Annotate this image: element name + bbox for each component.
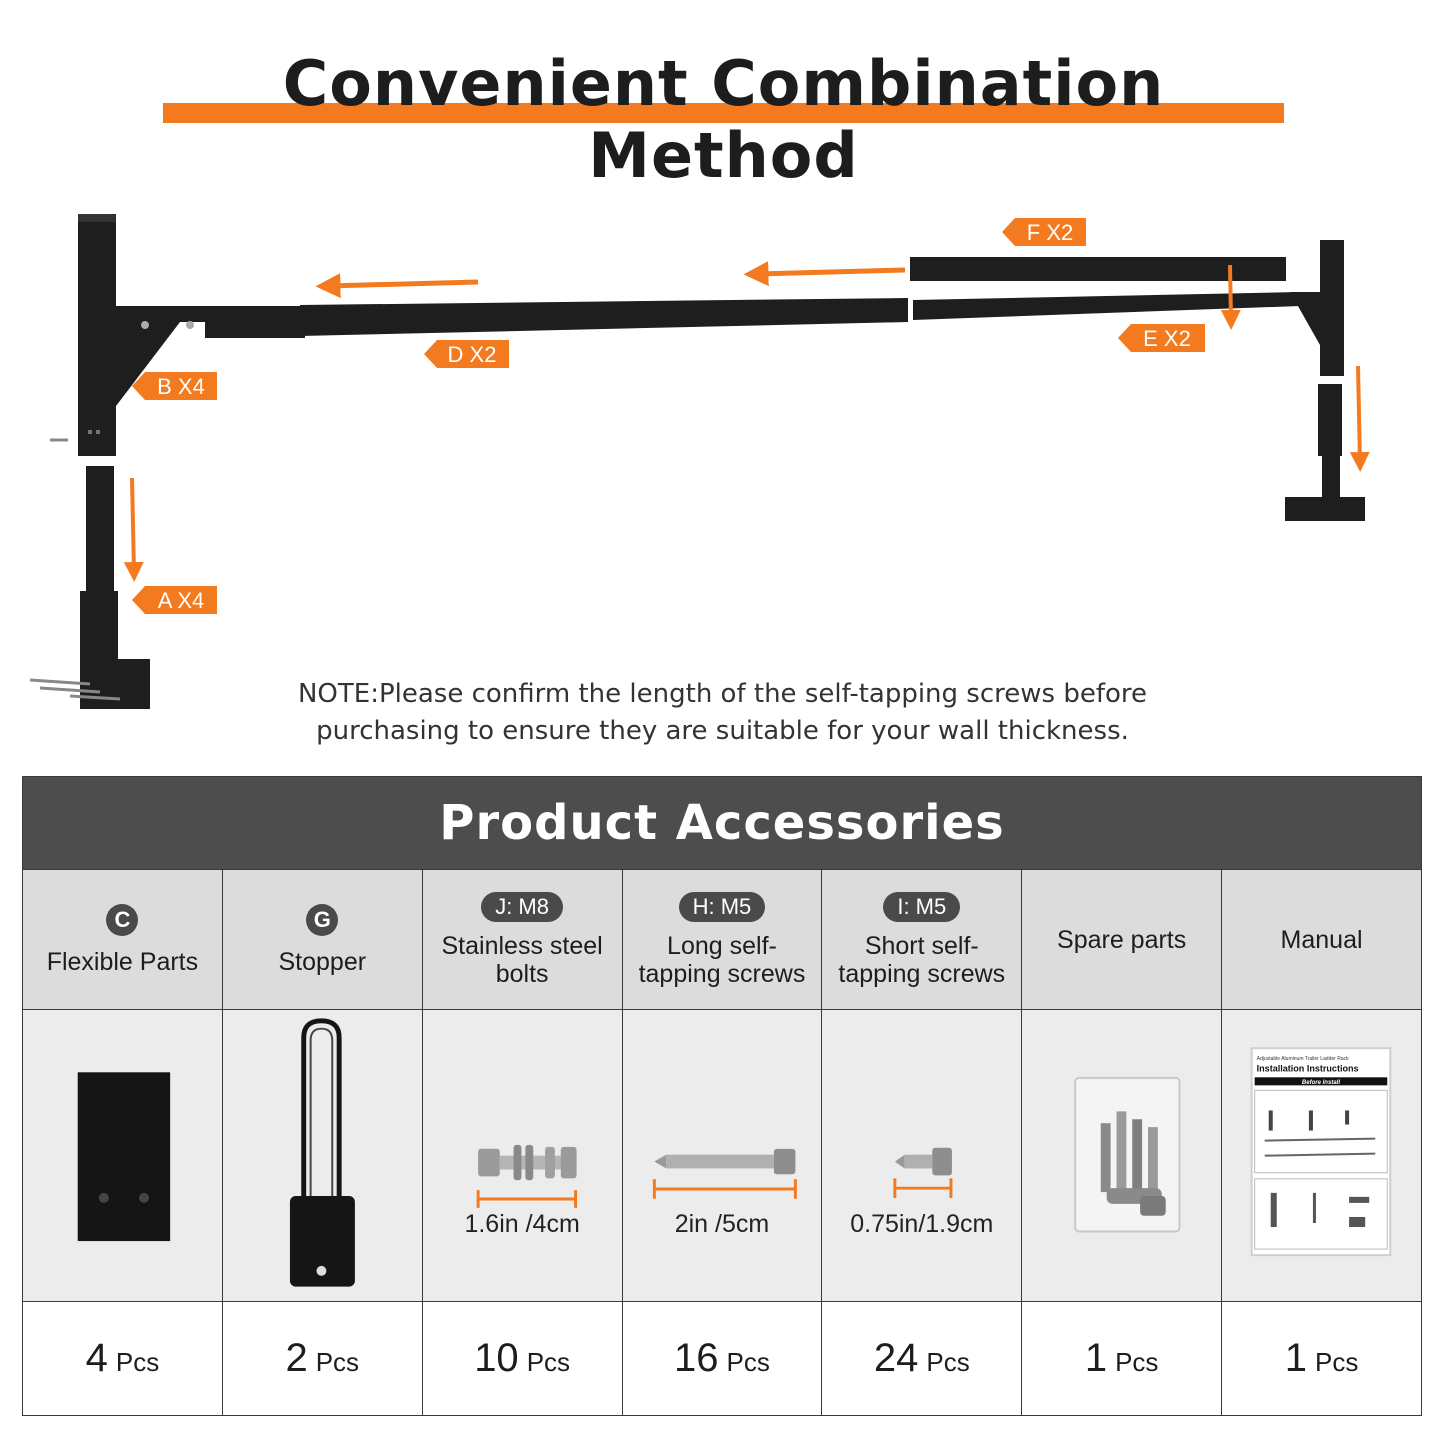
accessory-qty: 24 bbox=[873, 1336, 919, 1381]
tag-f-label: F X2 bbox=[1026, 220, 1074, 245]
manual-band: Before Install bbox=[1301, 1079, 1341, 1086]
tag-b bbox=[132, 372, 217, 400]
stopper-icon bbox=[223, 1010, 422, 1301]
accessory-qty: 16 bbox=[674, 1336, 719, 1381]
accessory-unit: Pcs bbox=[926, 1347, 970, 1378]
tag-a bbox=[132, 586, 217, 614]
crossbar-d bbox=[141, 298, 908, 338]
accessory-qty: 1 bbox=[1284, 1336, 1307, 1381]
accessory-unit: Pcs bbox=[315, 1347, 360, 1378]
note-text bbox=[200, 676, 1245, 750]
tag-e-label: E X2 bbox=[1143, 326, 1191, 351]
accessory-unit: Pcs bbox=[726, 1347, 770, 1378]
accessory-name: Spare parts bbox=[1057, 925, 1187, 954]
accessory-qty: 10 bbox=[474, 1336, 519, 1381]
left-upright-upper bbox=[78, 214, 210, 456]
accessory-measure: 0.75in/1.9cm bbox=[850, 1210, 994, 1239]
accessory-qty: 4 bbox=[85, 1336, 108, 1381]
accessory-qty-cell bbox=[1222, 1302, 1422, 1416]
accessories-image-row bbox=[23, 1010, 1422, 1302]
accessory-badge: H: M5 bbox=[679, 892, 766, 922]
accessory-qty: 2 bbox=[285, 1336, 308, 1381]
accessory-qty-cell bbox=[23, 1302, 223, 1416]
accessory-image-cell bbox=[422, 1010, 622, 1302]
accessory-unit: Pcs bbox=[526, 1347, 571, 1378]
tag-f bbox=[1002, 218, 1086, 246]
long-screw-icon bbox=[623, 1010, 822, 1301]
spare-parts-bag-icon bbox=[1022, 1010, 1221, 1301]
short-screw-icon bbox=[822, 1010, 1021, 1301]
page-title-block bbox=[163, 47, 1284, 192]
manual-heading: Installation Instructions bbox=[1256, 1063, 1359, 1074]
manual-small-title: Adjustable Aluminum Trailer Ladder Rack bbox=[1256, 1056, 1349, 1063]
accessory-name-cell bbox=[1222, 870, 1422, 1010]
accessory-name-cell bbox=[1022, 870, 1222, 1010]
tag-b-label: B X4 bbox=[157, 374, 205, 399]
assembly-diagram bbox=[0, 180, 1445, 740]
arrow-down-left bbox=[132, 478, 134, 572]
accessory-measure: 2in /5cm bbox=[674, 1210, 770, 1239]
accessories-name-row bbox=[23, 870, 1422, 1010]
accessory-qty-cell bbox=[422, 1302, 622, 1416]
bolt-icon bbox=[423, 1010, 622, 1301]
accessory-badge: J: M8 bbox=[481, 892, 563, 922]
accessory-name-cell bbox=[222, 870, 422, 1010]
crossbar-e bbox=[913, 292, 1320, 345]
accessory-badge: G bbox=[306, 904, 338, 936]
accessory-name: Short self-tapping screws bbox=[838, 931, 1006, 988]
accessories-qty-row bbox=[23, 1302, 1422, 1416]
accessory-name-cell bbox=[822, 870, 1022, 1010]
accessory-unit: Pcs bbox=[1314, 1347, 1359, 1378]
accessory-measure: 1.6in /4cm bbox=[464, 1210, 580, 1239]
arrow-down-center bbox=[1230, 265, 1231, 320]
page-title: Convenient Combination Method bbox=[282, 47, 1165, 192]
accessory-name-cell bbox=[23, 870, 223, 1010]
note-line-1: NOTE:Please confirm the length of the self-tapping screws before bbox=[297, 679, 1148, 709]
accessory-image-cell bbox=[1222, 1010, 1422, 1302]
accessory-name: Stainless steel bolts bbox=[441, 931, 603, 988]
note-line-2: purchasing to ensure they are suitable for your wall thickness. bbox=[316, 716, 1129, 746]
accessory-image-cell bbox=[23, 1010, 223, 1302]
accessory-qty-cell bbox=[822, 1302, 1022, 1416]
accessory-qty-cell bbox=[622, 1302, 822, 1416]
right-upright bbox=[1285, 240, 1365, 521]
accessory-image-cell bbox=[622, 1010, 822, 1302]
accessories-table bbox=[22, 776, 1422, 1416]
accessory-name: Stopper bbox=[278, 947, 367, 976]
arrow-down-right bbox=[1358, 366, 1360, 462]
tag-a-label: A X4 bbox=[157, 588, 205, 613]
accessory-unit: Pcs bbox=[1115, 1347, 1159, 1378]
accessory-image-cell bbox=[222, 1010, 422, 1302]
accessory-image-cell bbox=[822, 1010, 1022, 1302]
accessory-unit: Pcs bbox=[115, 1347, 160, 1378]
arrow-left-long bbox=[328, 282, 478, 286]
accessory-badge: I: M5 bbox=[883, 892, 960, 922]
arrow-left-short bbox=[756, 270, 905, 274]
accessory-name-cell bbox=[422, 870, 622, 1010]
accessory-qty: 1 bbox=[1084, 1336, 1108, 1381]
manual-icon bbox=[1222, 1010, 1421, 1301]
accessories-title: Product Accessories bbox=[23, 777, 1422, 870]
black-plate-icon bbox=[23, 1010, 222, 1301]
accessory-badge: C bbox=[106, 904, 138, 936]
tag-d bbox=[424, 340, 509, 368]
accessory-name: Flexible Parts bbox=[46, 947, 199, 976]
accessory-qty-cell bbox=[1022, 1302, 1222, 1416]
tag-d-label: D X2 bbox=[447, 342, 497, 367]
accessory-name: Long self-tapping screws bbox=[638, 931, 806, 988]
accessory-name-cell bbox=[622, 870, 822, 1010]
accessory-image-cell bbox=[1022, 1010, 1222, 1302]
accessory-qty-cell bbox=[222, 1302, 422, 1416]
tag-e bbox=[1118, 324, 1205, 352]
accessory-name: Manual bbox=[1280, 925, 1363, 954]
